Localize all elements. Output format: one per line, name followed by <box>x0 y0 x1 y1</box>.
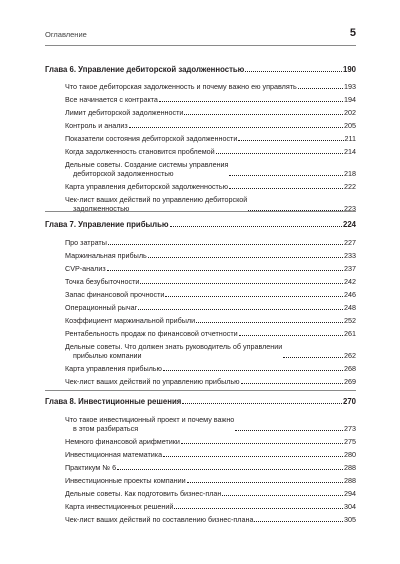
toc-entry <box>65 316 356 325</box>
toc-entry <box>65 160 356 178</box>
entry-title: Коэффициент маржинальной прибыли <box>65 316 196 325</box>
entry-title <box>65 160 228 178</box>
entry-title: Чек-лист ваших действий по управлению дебиторской <box>65 195 248 204</box>
leader-dots <box>148 257 343 258</box>
entry-page-number: 194 <box>344 95 356 104</box>
chapter-heading <box>45 397 356 406</box>
toc-entry <box>65 437 356 446</box>
entry-page-number: 227 <box>344 238 356 247</box>
entry-page-number: 223 <box>344 204 356 213</box>
entry-title <box>65 342 282 360</box>
chapter-divider <box>45 390 356 391</box>
toc-entry <box>65 121 356 130</box>
chapter-divider <box>45 211 356 212</box>
leader-dots <box>241 383 343 384</box>
leader-dots <box>196 322 343 323</box>
entry-page-number: 252 <box>344 316 356 325</box>
entry-page-number: 261 <box>344 329 356 338</box>
chapter-heading <box>45 220 356 229</box>
entry-page-number: 268 <box>344 364 356 373</box>
entry-page-number: 211 <box>344 134 356 143</box>
leader-dots <box>187 482 343 483</box>
entry-title: Инвестиционные проекты компании <box>65 476 186 485</box>
leader-dots <box>108 244 343 245</box>
toc-entry <box>65 290 356 299</box>
toc-entry <box>65 463 356 472</box>
toc-entry <box>65 515 356 524</box>
leader-dots <box>216 153 343 154</box>
toc-entry <box>65 377 356 386</box>
entry-title: Глава 7. Управление прибылью <box>45 220 169 229</box>
entry-title: Операционный рычаг <box>65 303 138 312</box>
entry-page-number: 190 <box>342 65 356 74</box>
entry-page-number: 193 <box>344 82 356 91</box>
page-number: 5 <box>349 27 356 39</box>
entry-page-number: 248 <box>344 303 356 312</box>
entry-title: Маржинальная прибыль <box>65 251 147 260</box>
entry-page-number: 270 <box>342 397 356 406</box>
entry-title: Запас финансовой прочности <box>65 290 165 299</box>
toc-entry <box>65 95 356 104</box>
toc-entry <box>65 251 356 260</box>
toc-entry <box>65 450 356 459</box>
entry-title: Контроль и анализ <box>65 121 128 130</box>
entry-title: CVP-анализ <box>65 264 106 273</box>
leader-dots <box>254 521 343 522</box>
toc-entry <box>65 489 356 498</box>
entry-title: Глава 8. Инвестиционные решения <box>45 397 182 406</box>
entry-page-number: 273 <box>344 424 356 433</box>
entry-title: Карта управления дебиторской задолженностью <box>65 182 228 191</box>
entry-page-number: 280 <box>344 450 356 459</box>
leader-dots <box>107 270 343 271</box>
leader-dots <box>235 430 343 431</box>
toc-entry <box>65 277 356 286</box>
leader-dots <box>184 114 343 115</box>
entry-title: Чек-лист ваших действий по управлению прибылью <box>65 377 240 386</box>
entry-title: Лимит дебиторской задолженности <box>65 108 184 117</box>
header-rule <box>45 45 356 46</box>
chapter-heading <box>45 65 356 74</box>
toc-entry <box>65 415 356 433</box>
leader-dots <box>222 495 343 496</box>
entry-page-number: 305 <box>344 515 356 524</box>
entry-page-number: 214 <box>344 147 356 156</box>
entry-title: дебиторской задолженностью <box>73 169 174 178</box>
entry-page-number: 233 <box>344 251 356 260</box>
leader-dots <box>174 508 343 509</box>
entry-title: Все начинается с контракта <box>65 95 158 104</box>
entry-page-number: 246 <box>344 290 356 299</box>
entry-page-number: 202 <box>344 108 356 117</box>
leader-dots <box>163 370 343 371</box>
entry-title <box>65 415 234 433</box>
entry-title: Точка безубыточности <box>65 277 140 286</box>
toc-entry <box>65 134 356 143</box>
running-title: Оглавление <box>45 30 87 39</box>
entry-title: Чек-лист ваших действий по составлению бизнес-плана <box>65 515 254 524</box>
entry-title: Дельные советы. Создание системы управления <box>65 160 229 169</box>
entry-page-number: 304 <box>344 502 356 511</box>
leader-dots <box>129 127 343 128</box>
toc-entry <box>65 108 356 117</box>
leader-dots <box>239 335 343 336</box>
leader-dots <box>159 101 343 102</box>
entry-title: Глава 6. Управление дебиторской задолженностью <box>45 65 245 74</box>
leader-dots <box>181 443 343 444</box>
toc-entry <box>65 238 356 247</box>
entry-page-number: 294 <box>344 489 356 498</box>
leader-dots <box>140 283 343 284</box>
toc-entry <box>65 303 356 312</box>
entry-page-number: 205 <box>344 121 356 130</box>
entry-title: Немного финансовой арифметики <box>65 437 180 446</box>
entry-title: Карта инвестиционных решений <box>65 502 174 511</box>
entry-page-number: 237 <box>344 264 356 273</box>
entry-title: Что такое инвестиционный проект и почему важно <box>65 415 235 424</box>
entry-title: Дельные советы. Как подготовить бизнес-план <box>65 489 222 498</box>
leader-dots <box>283 357 343 358</box>
entry-page-number: 288 <box>344 463 356 472</box>
toc-entry <box>65 342 356 360</box>
entry-title: Рентабельность продаж по финансовой отчетности <box>65 329 238 338</box>
entry-title: Инвестиционная математика <box>65 450 163 459</box>
leader-dots <box>229 188 343 189</box>
entry-title: в этом разбираться <box>73 424 139 433</box>
toc-entry <box>65 364 356 373</box>
entry-title: Про затраты <box>65 238 107 247</box>
leader-dots <box>165 296 343 297</box>
toc-entry <box>65 147 356 156</box>
entry-page-number: 222 <box>344 182 356 191</box>
entry-title: Дельные советы. Что должен знать руководитель об управлении <box>65 342 283 351</box>
entry-title: Карта управления прибылью <box>65 364 162 373</box>
toc-entry <box>65 182 356 191</box>
entry-page-number: 224 <box>342 220 356 229</box>
toc-entry <box>65 329 356 338</box>
entry-page-number: 262 <box>344 351 356 360</box>
leader-dots <box>182 403 342 404</box>
entry-page-number: 288 <box>344 476 356 485</box>
leader-dots <box>117 469 343 470</box>
toc-entry <box>65 82 356 91</box>
leader-dots <box>298 88 343 89</box>
toc-entry <box>65 264 356 273</box>
leader-dots <box>138 309 343 310</box>
entry-page-number: 242 <box>344 277 356 286</box>
toc-entry <box>65 476 356 485</box>
entry-title: Что такое дебиторская задолженность и почему важно ею управлять <box>65 82 297 91</box>
leader-dots <box>170 226 342 227</box>
entry-title: Практикум № 6 <box>65 463 117 472</box>
entry-title: задолженностью <box>73 204 130 213</box>
running-header <box>45 27 356 44</box>
leader-dots <box>238 140 343 141</box>
entry-title: прибылью компании <box>73 351 142 360</box>
entry-title: Когда задолженность становится проблемой <box>65 147 215 156</box>
toc-entry <box>65 502 356 511</box>
entry-page-number: 218 <box>344 169 356 178</box>
entry-page-number: 269 <box>344 377 356 386</box>
leader-dots <box>245 71 342 72</box>
entry-title: Показатели состояния дебиторской задолженности <box>65 134 238 143</box>
entry-page-number: 275 <box>344 437 356 446</box>
leader-dots <box>163 456 343 457</box>
leader-dots <box>229 175 343 176</box>
